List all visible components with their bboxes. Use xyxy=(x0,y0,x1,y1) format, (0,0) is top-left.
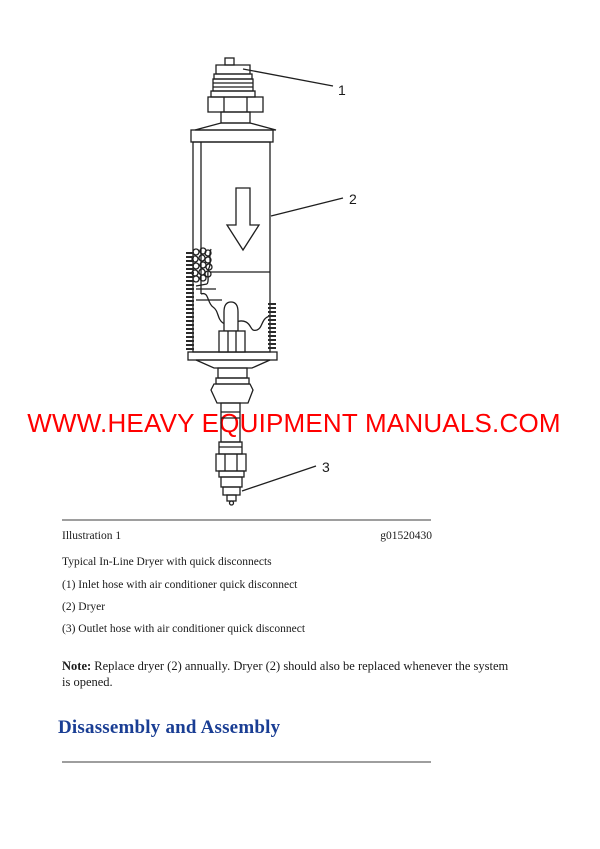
callout-1-label: 1 xyxy=(338,82,346,98)
section-heading: Disassembly and Assembly xyxy=(58,716,281,738)
figure-item-1: (1) Inlet hose with air conditioner quick disconnect xyxy=(62,579,298,591)
callout-2-label: 2 xyxy=(349,191,357,207)
outlet-quick-disconnect-drawing xyxy=(188,352,277,505)
note-label: Note: xyxy=(62,659,92,673)
flow-direction-arrow xyxy=(227,188,259,250)
note-text: Replace dryer (2) annually. Dryer (2) should also be replaced whenever the system is opened. xyxy=(62,659,509,689)
section-divider xyxy=(62,761,431,763)
note-paragraph xyxy=(62,658,514,690)
figure-title: Typical In-Line Dryer with quick disconnects xyxy=(62,556,272,568)
callout-3-label: 3 xyxy=(322,459,330,475)
caption-divider xyxy=(62,519,431,521)
figure-item-3: (3) Outlet hose with air conditioner quick disconnect xyxy=(62,623,306,635)
inlet-quick-disconnect-drawing xyxy=(195,58,276,130)
internal-outlet-tube xyxy=(219,302,245,352)
figure-item-2: (2) Dryer xyxy=(62,601,106,613)
desiccant-beads xyxy=(192,248,212,284)
figure-id: g01520430 xyxy=(380,530,432,542)
watermark-text: WWW.HEAVY EQUIPMENT MANUALS.COM xyxy=(27,408,561,438)
callout-leader-lines xyxy=(242,69,343,491)
caption-row xyxy=(62,530,432,542)
illustration-label: Illustration 1 xyxy=(62,530,122,542)
